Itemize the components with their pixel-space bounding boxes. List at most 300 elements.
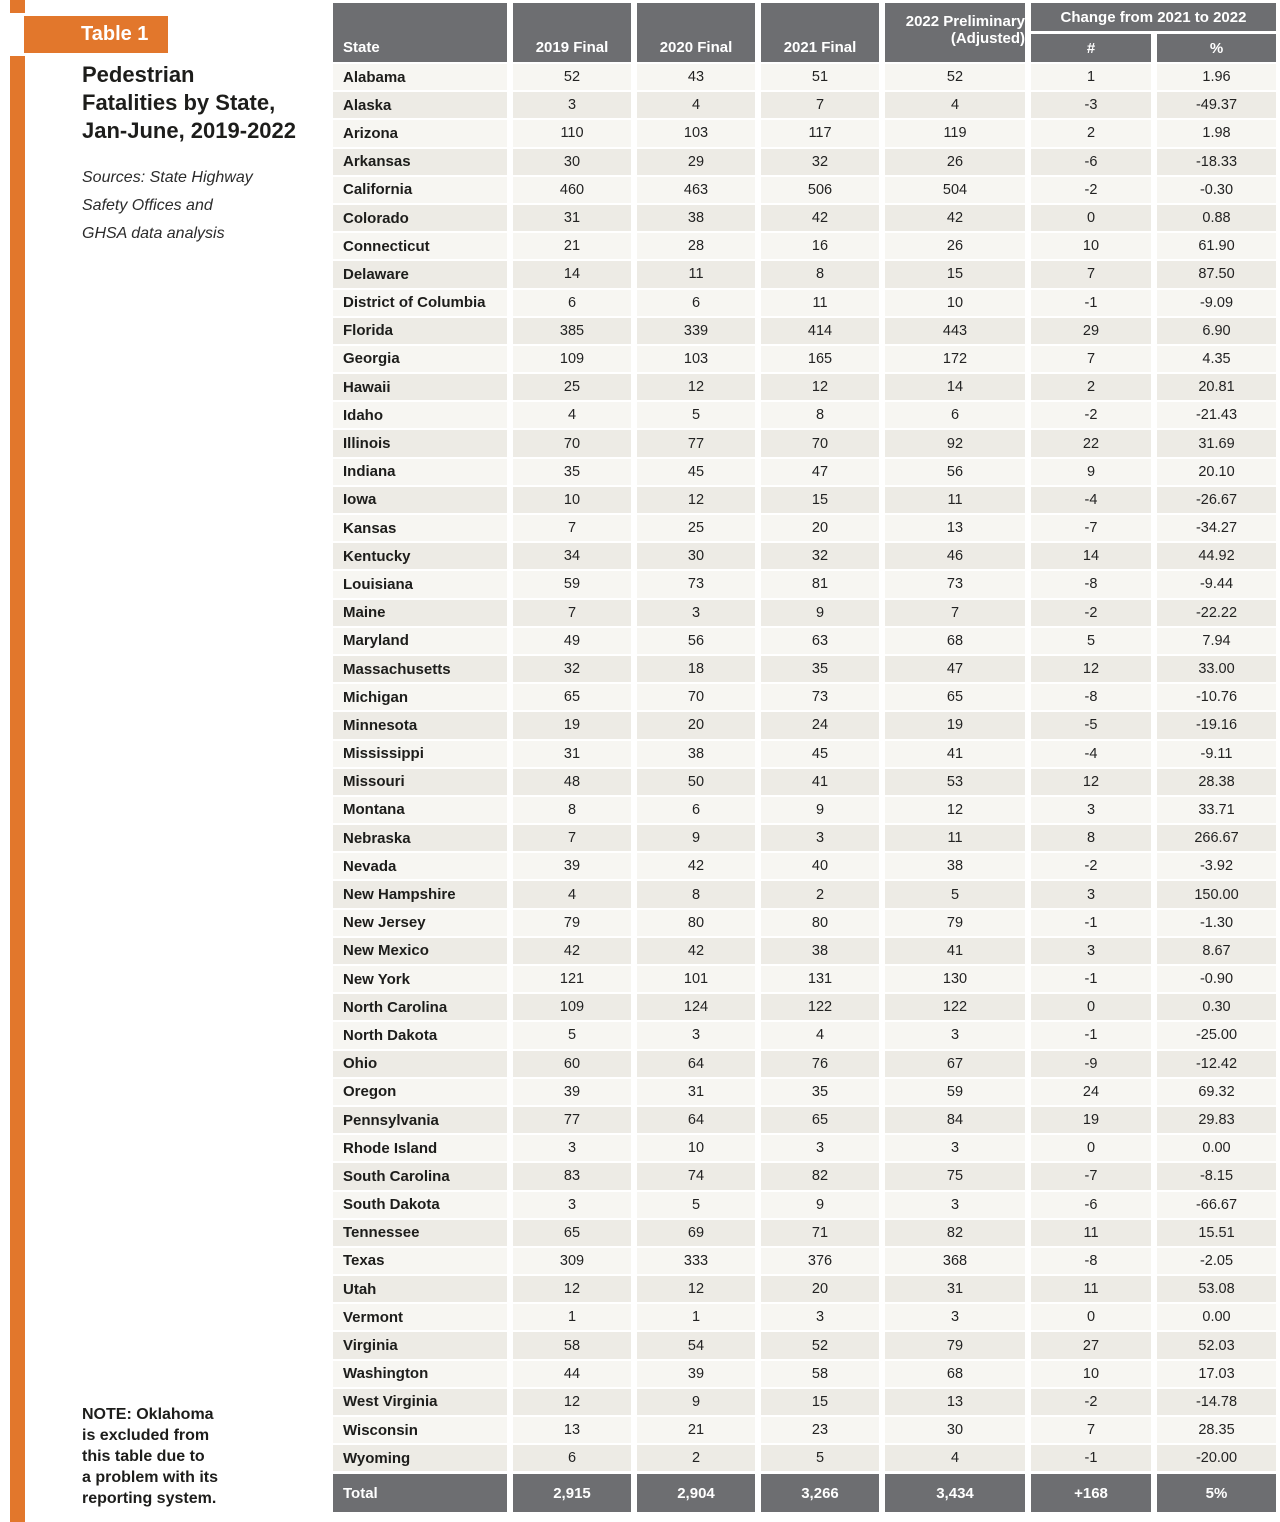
- table-row: [333, 1332, 1276, 1358]
- value-cell: 1: [513, 1304, 631, 1330]
- value-cell: 20.81: [1157, 374, 1276, 400]
- value-cell: -34.27: [1157, 515, 1276, 541]
- table-row: [333, 487, 1276, 513]
- value-cell: -22.22: [1157, 600, 1276, 626]
- table-row: [333, 628, 1276, 654]
- value-cell: 30: [513, 149, 631, 175]
- col-header-2022-line2: (Adjusted): [950, 29, 1025, 47]
- value-cell: 4: [885, 1445, 1025, 1471]
- value-cell: 11: [1031, 1220, 1151, 1246]
- value-cell: -1: [1031, 910, 1151, 936]
- state-cell: Mississippi: [333, 741, 507, 767]
- value-cell: 64: [637, 1107, 755, 1133]
- value-cell: 47: [885, 656, 1025, 682]
- state-cell: Arizona: [333, 120, 507, 146]
- table-row: [333, 92, 1276, 118]
- value-cell: 9: [1031, 459, 1151, 485]
- value-cell: 11: [761, 290, 879, 316]
- value-cell: -0.90: [1157, 966, 1276, 992]
- value-cell: -4: [1031, 741, 1151, 767]
- value-cell: 2,915: [513, 1474, 631, 1512]
- table-row: [333, 1417, 1276, 1443]
- value-cell: 32: [513, 656, 631, 682]
- state-cell: Wisconsin: [333, 1417, 507, 1443]
- value-cell: 339: [637, 318, 755, 344]
- value-cell: 81: [761, 571, 879, 597]
- value-cell: 45: [761, 741, 879, 767]
- state-cell: Rhode Island: [333, 1135, 507, 1161]
- value-cell: -1: [1031, 1022, 1151, 1048]
- state-cell: Florida: [333, 318, 507, 344]
- value-cell: 71: [761, 1220, 879, 1246]
- value-cell: -49.37: [1157, 92, 1276, 118]
- value-cell: 29: [637, 149, 755, 175]
- value-cell: -14.78: [1157, 1389, 1276, 1415]
- value-cell: -8: [1031, 1248, 1151, 1274]
- value-cell: 20.10: [1157, 459, 1276, 485]
- value-cell: 42: [761, 205, 879, 231]
- value-cell: 79: [513, 910, 631, 936]
- col-header-change-number: #: [1031, 34, 1151, 62]
- value-cell: 53: [885, 769, 1025, 795]
- value-cell: 12: [1031, 656, 1151, 682]
- value-cell: 6: [885, 402, 1025, 428]
- value-cell: 69.32: [1157, 1079, 1276, 1105]
- value-cell: 79: [885, 1332, 1025, 1358]
- value-cell: 15: [761, 487, 879, 513]
- value-cell: -1: [1031, 1445, 1151, 1471]
- state-cell: Georgia: [333, 346, 507, 372]
- value-cell: -2: [1031, 1389, 1151, 1415]
- state-cell: New Mexico: [333, 938, 507, 964]
- value-cell: -9.09: [1157, 290, 1276, 316]
- table-row: [333, 515, 1276, 541]
- value-cell: 2: [637, 1445, 755, 1471]
- value-cell: 101: [637, 966, 755, 992]
- value-cell: 3: [1031, 938, 1151, 964]
- value-cell: 23: [761, 1417, 879, 1443]
- value-cell: 31: [885, 1276, 1025, 1302]
- state-cell: Massachusetts: [333, 656, 507, 682]
- value-cell: 17.03: [1157, 1361, 1276, 1387]
- value-cell: 10: [637, 1135, 755, 1161]
- value-cell: 7: [513, 515, 631, 541]
- value-cell: 48: [513, 769, 631, 795]
- value-cell: 4: [761, 1022, 879, 1048]
- value-cell: 52: [513, 64, 631, 90]
- state-cell: New Hampshire: [333, 881, 507, 907]
- value-cell: 63: [761, 628, 879, 654]
- table-row: [333, 1051, 1276, 1077]
- value-cell: 4: [513, 881, 631, 907]
- footnote-text: [82, 1404, 322, 1509]
- value-cell: -9: [1031, 1051, 1151, 1077]
- value-cell: 52: [885, 64, 1025, 90]
- value-cell: 7.94: [1157, 628, 1276, 654]
- sources-text: [82, 164, 332, 248]
- value-cell: 56: [885, 459, 1025, 485]
- value-cell: 165: [761, 346, 879, 372]
- value-cell: -21.43: [1157, 402, 1276, 428]
- value-cell: 0.00: [1157, 1135, 1276, 1161]
- table-row: [333, 1248, 1276, 1274]
- state-cell: Nevada: [333, 853, 507, 879]
- table-row: [333, 1163, 1276, 1189]
- value-cell: 6: [637, 290, 755, 316]
- value-cell: 65: [761, 1107, 879, 1133]
- state-cell: Washington: [333, 1361, 507, 1387]
- value-cell: 385: [513, 318, 631, 344]
- table-header: [333, 3, 1276, 62]
- value-cell: -1: [1031, 966, 1151, 992]
- state-cell: Alaska: [333, 92, 507, 118]
- value-cell: 19: [885, 712, 1025, 738]
- value-cell: 31: [637, 1079, 755, 1105]
- value-cell: 5: [885, 881, 1025, 907]
- state-cell: Connecticut: [333, 233, 507, 259]
- value-cell: -5: [1031, 712, 1151, 738]
- sources-line: Safety Offices and: [82, 197, 213, 214]
- value-cell: 12: [513, 1276, 631, 1302]
- table-row: [333, 571, 1276, 597]
- value-cell: 15.51: [1157, 1220, 1276, 1246]
- table-row: [333, 1022, 1276, 1048]
- value-cell: 39: [513, 853, 631, 879]
- value-cell: 77: [513, 1107, 631, 1133]
- value-cell: 46: [885, 543, 1025, 569]
- value-cell: 1.98: [1157, 120, 1276, 146]
- value-cell: 49: [513, 628, 631, 654]
- value-cell: 504: [885, 177, 1025, 203]
- value-cell: 20: [637, 712, 755, 738]
- table-row: [333, 797, 1276, 823]
- state-cell: California: [333, 177, 507, 203]
- value-cell: 26: [885, 149, 1025, 175]
- value-cell: 74: [637, 1163, 755, 1189]
- value-cell: 61.90: [1157, 233, 1276, 259]
- state-cell: North Carolina: [333, 994, 507, 1020]
- value-cell: 79: [885, 910, 1025, 936]
- value-cell: 3: [885, 1192, 1025, 1218]
- value-cell: 124: [637, 994, 755, 1020]
- value-cell: 80: [637, 910, 755, 936]
- state-cell: Idaho: [333, 402, 507, 428]
- value-cell: 52: [761, 1332, 879, 1358]
- value-cell: 39: [637, 1361, 755, 1387]
- value-cell: 19: [1031, 1107, 1151, 1133]
- value-cell: 6: [637, 797, 755, 823]
- value-cell: 41: [761, 769, 879, 795]
- value-cell: 122: [761, 994, 879, 1020]
- value-cell: 0.88: [1157, 205, 1276, 231]
- value-cell: 29.83: [1157, 1107, 1276, 1133]
- footnote-line: a problem with its: [82, 1469, 219, 1486]
- state-cell: Maryland: [333, 628, 507, 654]
- value-cell: 0.00: [1157, 1304, 1276, 1330]
- table-row: [333, 1135, 1276, 1161]
- value-cell: 24: [1031, 1079, 1151, 1105]
- footnote-line: reporting system.: [82, 1490, 217, 1507]
- value-cell: 443: [885, 318, 1025, 344]
- value-cell: 10: [1031, 233, 1151, 259]
- value-cell: 5: [513, 1022, 631, 1048]
- table-row: [333, 1192, 1276, 1218]
- value-cell: 68: [885, 1361, 1025, 1387]
- title-line: Jan-June, 2019-2022: [82, 118, 297, 143]
- value-cell: 3: [885, 1022, 1025, 1048]
- value-cell: 28.35: [1157, 1417, 1276, 1443]
- table-row: [333, 205, 1276, 231]
- value-cell: 65: [513, 1220, 631, 1246]
- table-row: [333, 346, 1276, 372]
- table-row: [333, 910, 1276, 936]
- value-cell: 11: [637, 261, 755, 287]
- col-header-2022-line1: 2022 Preliminary: [905, 12, 1025, 30]
- value-cell: 10: [1031, 1361, 1151, 1387]
- value-cell: 5: [637, 402, 755, 428]
- value-cell: 333: [637, 1248, 755, 1274]
- value-cell: 0: [1031, 1135, 1151, 1161]
- value-cell: 38: [637, 741, 755, 767]
- state-cell: Kansas: [333, 515, 507, 541]
- state-cell: Ohio: [333, 1051, 507, 1077]
- value-cell: 3: [761, 1304, 879, 1330]
- value-cell: 7: [513, 600, 631, 626]
- value-cell: -2: [1031, 177, 1151, 203]
- value-cell: 131: [761, 966, 879, 992]
- footnote-line: this table due to: [82, 1448, 205, 1465]
- value-cell: 21: [513, 233, 631, 259]
- value-cell: 38: [885, 853, 1025, 879]
- value-cell: 8: [1031, 825, 1151, 851]
- table-row: [333, 1389, 1276, 1415]
- value-cell: -66.67: [1157, 1192, 1276, 1218]
- value-cell: 21: [637, 1417, 755, 1443]
- value-cell: 0: [1031, 1304, 1151, 1330]
- value-cell: 8: [761, 402, 879, 428]
- value-cell: 43: [637, 64, 755, 90]
- state-cell: Wyoming: [333, 1445, 507, 1471]
- value-cell: 65: [513, 684, 631, 710]
- value-cell: 130: [885, 966, 1025, 992]
- title-line: Fatalities by State,: [82, 90, 276, 115]
- value-cell: 25: [513, 374, 631, 400]
- state-cell: Oregon: [333, 1079, 507, 1105]
- state-cell: New York: [333, 966, 507, 992]
- value-cell: 5: [1031, 628, 1151, 654]
- value-cell: 1: [1031, 64, 1151, 90]
- value-cell: 28.38: [1157, 769, 1276, 795]
- value-cell: 42: [885, 205, 1025, 231]
- state-cell: Vermont: [333, 1304, 507, 1330]
- value-cell: -10.76: [1157, 684, 1276, 710]
- state-cell: Nebraska: [333, 825, 507, 851]
- value-cell: 73: [637, 571, 755, 597]
- value-cell: 14: [885, 374, 1025, 400]
- value-cell: -0.30: [1157, 177, 1276, 203]
- state-cell: Montana: [333, 797, 507, 823]
- value-cell: -1: [1031, 290, 1151, 316]
- value-cell: 6: [513, 290, 631, 316]
- value-cell: 32: [761, 543, 879, 569]
- value-cell: 9: [637, 825, 755, 851]
- state-cell: Missouri: [333, 769, 507, 795]
- table-body: [333, 64, 1276, 1512]
- table-row: [333, 459, 1276, 485]
- value-cell: 15: [761, 1389, 879, 1415]
- col-header-2021-final: 2021 Final: [761, 3, 879, 62]
- value-cell: 31.69: [1157, 430, 1276, 456]
- value-cell: 40: [761, 853, 879, 879]
- footnote-line: NOTE: Oklahoma: [82, 1406, 214, 1423]
- value-cell: 6.90: [1157, 318, 1276, 344]
- value-cell: 12: [1031, 769, 1151, 795]
- state-cell: Indiana: [333, 459, 507, 485]
- table-row: [333, 402, 1276, 428]
- value-cell: 3: [1031, 881, 1151, 907]
- value-cell: 506: [761, 177, 879, 203]
- value-cell: 119: [885, 120, 1025, 146]
- value-cell: 35: [761, 1079, 879, 1105]
- value-cell: 5: [761, 1445, 879, 1471]
- value-cell: 1: [637, 1304, 755, 1330]
- value-cell: 14: [513, 261, 631, 287]
- value-cell: -19.16: [1157, 712, 1276, 738]
- value-cell: -2: [1031, 600, 1151, 626]
- value-cell: 69: [637, 1220, 755, 1246]
- value-cell: 84: [885, 1107, 1025, 1133]
- state-cell: Utah: [333, 1276, 507, 1302]
- value-cell: 13: [513, 1417, 631, 1443]
- sources-line: GHSA data analysis: [82, 225, 225, 242]
- value-cell: 3: [761, 825, 879, 851]
- value-cell: -9.11: [1157, 741, 1276, 767]
- state-cell: Virginia: [333, 1332, 507, 1358]
- value-cell: 7: [885, 600, 1025, 626]
- col-header-state: State: [333, 3, 507, 62]
- value-cell: 9: [761, 600, 879, 626]
- value-cell: 67: [885, 1051, 1025, 1077]
- value-cell: 16: [761, 233, 879, 259]
- value-cell: -3: [1031, 92, 1151, 118]
- value-cell: 8: [513, 797, 631, 823]
- value-cell: -7: [1031, 1163, 1151, 1189]
- value-cell: 150.00: [1157, 881, 1276, 907]
- value-cell: 7: [1031, 261, 1151, 287]
- value-cell: 59: [513, 571, 631, 597]
- value-cell: 3: [1031, 797, 1151, 823]
- table-row: [333, 233, 1276, 259]
- value-cell: 5%: [1157, 1474, 1276, 1512]
- value-cell: 4: [637, 92, 755, 118]
- table-row: [333, 741, 1276, 767]
- value-cell: 26: [885, 233, 1025, 259]
- value-cell: 68: [885, 628, 1025, 654]
- value-cell: 2: [761, 881, 879, 907]
- title-line: Pedestrian: [82, 62, 195, 87]
- table-total-row: [333, 1474, 1276, 1512]
- table-row: [333, 656, 1276, 682]
- value-cell: 42: [637, 853, 755, 879]
- value-cell: 7: [1031, 1417, 1151, 1443]
- value-cell: 460: [513, 177, 631, 203]
- state-cell: Total: [333, 1474, 507, 1512]
- value-cell: 4.35: [1157, 346, 1276, 372]
- value-cell: 414: [761, 318, 879, 344]
- table-row: [333, 825, 1276, 851]
- table-row: [333, 853, 1276, 879]
- value-cell: 82: [885, 1220, 1025, 1246]
- value-cell: -2: [1031, 402, 1151, 428]
- value-cell: 59: [885, 1079, 1025, 1105]
- value-cell: 54: [637, 1332, 755, 1358]
- value-cell: -6: [1031, 1192, 1151, 1218]
- value-cell: 56: [637, 628, 755, 654]
- value-cell: 1.96: [1157, 64, 1276, 90]
- value-cell: 42: [513, 938, 631, 964]
- table-row: [333, 177, 1276, 203]
- value-cell: 64: [637, 1051, 755, 1077]
- value-cell: 22: [1031, 430, 1151, 456]
- value-cell: 31: [513, 741, 631, 767]
- state-cell: Alabama: [333, 64, 507, 90]
- table-row: [333, 318, 1276, 344]
- state-cell: Maine: [333, 600, 507, 626]
- value-cell: 80: [761, 910, 879, 936]
- page-title: [82, 61, 332, 145]
- value-cell: 463: [637, 177, 755, 203]
- value-cell: -12.42: [1157, 1051, 1276, 1077]
- state-cell: Illinois: [333, 430, 507, 456]
- state-cell: Pennsylvania: [333, 1107, 507, 1133]
- value-cell: 8: [637, 881, 755, 907]
- table-row: [333, 600, 1276, 626]
- value-cell: 9: [637, 1389, 755, 1415]
- table-number-label: Table 1: [81, 23, 149, 45]
- value-cell: 109: [513, 994, 631, 1020]
- value-cell: 87.50: [1157, 261, 1276, 287]
- state-cell: South Dakota: [333, 1192, 507, 1218]
- value-cell: 58: [761, 1361, 879, 1387]
- value-cell: 368: [885, 1248, 1025, 1274]
- state-cell: Louisiana: [333, 571, 507, 597]
- value-cell: 38: [637, 205, 755, 231]
- value-cell: 41: [885, 938, 1025, 964]
- value-cell: 70: [761, 430, 879, 456]
- footnote-line: is excluded from: [82, 1427, 210, 1444]
- value-cell: 20: [761, 1276, 879, 1302]
- value-cell: 33.00: [1157, 656, 1276, 682]
- value-cell: 33.71: [1157, 797, 1276, 823]
- value-cell: 34: [513, 543, 631, 569]
- value-cell: 110: [513, 120, 631, 146]
- value-cell: -8: [1031, 571, 1151, 597]
- value-cell: 6: [513, 1445, 631, 1471]
- value-cell: 27: [1031, 1332, 1151, 1358]
- value-cell: -26.67: [1157, 487, 1276, 513]
- value-cell: 121: [513, 966, 631, 992]
- value-cell: 376: [761, 1248, 879, 1274]
- value-cell: 15: [885, 261, 1025, 287]
- value-cell: 9: [761, 797, 879, 823]
- value-cell: 44.92: [1157, 543, 1276, 569]
- value-cell: 3: [637, 600, 755, 626]
- value-cell: 41: [885, 741, 1025, 767]
- value-cell: 3: [761, 1135, 879, 1161]
- value-cell: +168: [1031, 1474, 1151, 1512]
- table-row: [333, 712, 1276, 738]
- state-cell: Hawaii: [333, 374, 507, 400]
